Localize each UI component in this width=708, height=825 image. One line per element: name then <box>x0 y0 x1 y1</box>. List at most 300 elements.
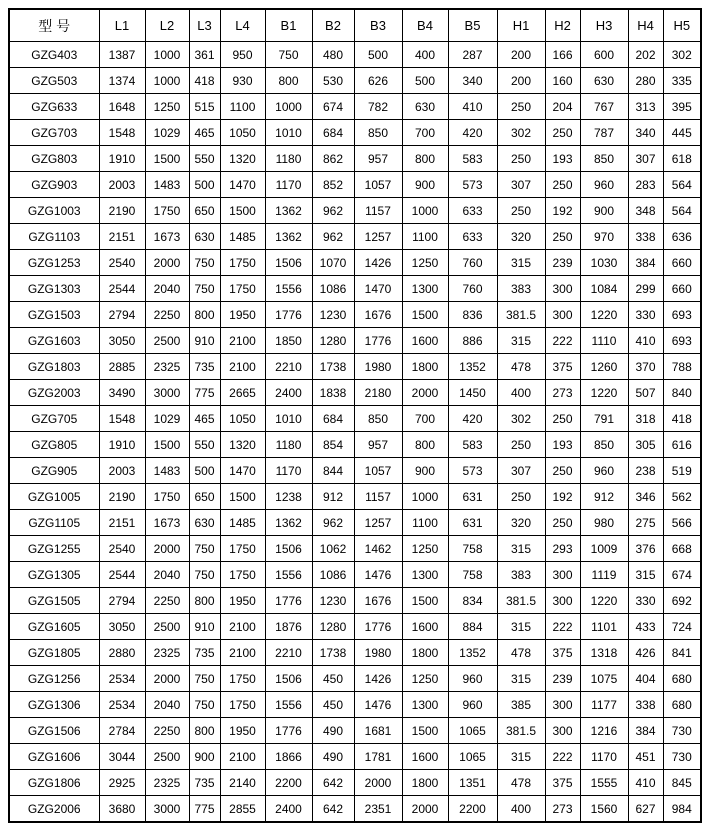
value-cell: 318 <box>628 406 663 432</box>
table-row <box>9 94 701 120</box>
value-cell: 300 <box>545 588 580 614</box>
value-cell: 1980 <box>354 354 402 380</box>
value-cell: 1050 <box>220 406 265 432</box>
value-cell: 1750 <box>220 536 265 562</box>
value-cell: 840 <box>663 380 701 406</box>
value-cell: 2880 <box>99 640 145 666</box>
value-cell: 418 <box>189 68 220 94</box>
value-cell: 1374 <box>99 68 145 94</box>
model-cell: GZG705 <box>9 406 99 432</box>
value-cell: 2534 <box>99 692 145 718</box>
value-cell: 2500 <box>145 744 189 770</box>
value-cell: 960 <box>580 172 628 198</box>
value-cell: 1220 <box>580 588 628 614</box>
value-cell: 693 <box>663 302 701 328</box>
value-cell: 1110 <box>580 328 628 354</box>
value-cell: 2855 <box>220 796 265 823</box>
value-cell: 315 <box>497 744 545 770</box>
value-cell: 1057 <box>354 458 402 484</box>
value-cell: 700 <box>402 120 448 146</box>
value-cell: 844 <box>312 458 354 484</box>
value-cell: 340 <box>628 120 663 146</box>
value-cell: 500 <box>354 42 402 68</box>
value-cell: 787 <box>580 120 628 146</box>
value-cell: 886 <box>448 328 497 354</box>
value-cell: 1866 <box>265 744 312 770</box>
value-cell: 550 <box>189 432 220 458</box>
model-cell: GZG1805 <box>9 640 99 666</box>
value-cell: 1180 <box>265 432 312 458</box>
value-cell: 642 <box>312 770 354 796</box>
value-cell: 1500 <box>145 432 189 458</box>
table-row <box>9 276 701 302</box>
model-cell: GZG1303 <box>9 276 99 302</box>
value-cell: 735 <box>189 354 220 380</box>
value-cell: 1250 <box>402 250 448 276</box>
value-cell: 2534 <box>99 666 145 692</box>
value-cell: 500 <box>402 68 448 94</box>
value-cell: 1170 <box>265 458 312 484</box>
value-cell: 618 <box>663 146 701 172</box>
value-cell: 1050 <box>220 120 265 146</box>
model-cell: GZG1803 <box>9 354 99 380</box>
value-cell: 962 <box>312 224 354 250</box>
value-cell: 1086 <box>312 276 354 302</box>
value-cell: 1180 <box>265 146 312 172</box>
value-cell: 275 <box>628 510 663 536</box>
value-cell: 315 <box>497 328 545 354</box>
value-cell: 1320 <box>220 146 265 172</box>
value-cell: 2200 <box>448 796 497 823</box>
value-cell: 2100 <box>220 614 265 640</box>
value-cell: 912 <box>312 484 354 510</box>
value-cell: 735 <box>189 770 220 796</box>
value-cell: 564 <box>663 198 701 224</box>
value-cell: 330 <box>628 588 663 614</box>
value-cell: 515 <box>189 94 220 120</box>
value-cell: 910 <box>189 328 220 354</box>
value-cell: 1776 <box>354 328 402 354</box>
table-row <box>9 588 701 614</box>
value-cell: 315 <box>628 562 663 588</box>
value-cell: 1776 <box>354 614 402 640</box>
value-cell: 775 <box>189 380 220 406</box>
value-cell: 1648 <box>99 94 145 120</box>
value-cell: 287 <box>448 42 497 68</box>
value-cell: 2000 <box>145 536 189 562</box>
value-cell: 283 <box>628 172 663 198</box>
table-row <box>9 302 701 328</box>
column-header: H5 <box>663 9 701 42</box>
value-cell: 2100 <box>220 640 265 666</box>
value-cell: 315 <box>497 614 545 640</box>
value-cell: 1170 <box>265 172 312 198</box>
value-cell: 750 <box>189 250 220 276</box>
value-cell: 490 <box>312 744 354 770</box>
value-cell: 573 <box>448 172 497 198</box>
value-cell: 2400 <box>265 796 312 823</box>
value-cell: 273 <box>545 380 580 406</box>
value-cell: 2003 <box>99 172 145 198</box>
value-cell: 674 <box>663 562 701 588</box>
value-cell: 2250 <box>145 718 189 744</box>
value-cell: 1057 <box>354 172 402 198</box>
value-cell: 1352 <box>448 640 497 666</box>
value-cell: 1450 <box>448 380 497 406</box>
value-cell: 1673 <box>145 510 189 536</box>
value-cell: 1500 <box>220 484 265 510</box>
value-cell: 2665 <box>220 380 265 406</box>
value-cell: 758 <box>448 536 497 562</box>
value-cell: 1157 <box>354 484 402 510</box>
value-cell: 767 <box>580 94 628 120</box>
value-cell: 1776 <box>265 718 312 744</box>
value-cell: 1100 <box>402 510 448 536</box>
value-cell: 1238 <box>265 484 312 510</box>
value-cell: 3000 <box>145 796 189 823</box>
value-cell: 1950 <box>220 588 265 614</box>
column-header: B1 <box>265 9 312 42</box>
value-cell: 1776 <box>265 588 312 614</box>
value-cell: 2544 <box>99 276 145 302</box>
value-cell: 250 <box>497 198 545 224</box>
value-cell: 960 <box>448 666 497 692</box>
value-cell: 630 <box>189 510 220 536</box>
table-row <box>9 198 701 224</box>
value-cell: 852 <box>312 172 354 198</box>
value-cell: 384 <box>628 250 663 276</box>
value-cell: 3490 <box>99 380 145 406</box>
value-cell: 2040 <box>145 276 189 302</box>
model-cell: GZG1603 <box>9 328 99 354</box>
value-cell: 2000 <box>402 796 448 823</box>
table-row <box>9 250 701 276</box>
value-cell: 1738 <box>312 640 354 666</box>
value-cell: 3050 <box>99 614 145 640</box>
value-cell: 1750 <box>145 484 189 510</box>
model-cell: GZG1306 <box>9 692 99 718</box>
value-cell: 573 <box>448 458 497 484</box>
value-cell: 1070 <box>312 250 354 276</box>
column-header: L1 <box>99 9 145 42</box>
value-cell: 500 <box>189 458 220 484</box>
value-cell: 250 <box>545 458 580 484</box>
value-cell: 1300 <box>402 562 448 588</box>
value-cell: 2885 <box>99 354 145 380</box>
value-cell: 383 <box>497 562 545 588</box>
value-cell: 315 <box>497 536 545 562</box>
value-cell: 630 <box>189 224 220 250</box>
value-cell: 299 <box>628 276 663 302</box>
value-cell: 2000 <box>402 380 448 406</box>
value-cell: 631 <box>448 484 497 510</box>
value-cell: 239 <box>545 666 580 692</box>
value-cell: 1676 <box>354 588 402 614</box>
value-cell: 1500 <box>402 302 448 328</box>
value-cell: 1910 <box>99 146 145 172</box>
value-cell: 1257 <box>354 510 402 536</box>
value-cell: 375 <box>545 640 580 666</box>
value-cell: 854 <box>312 432 354 458</box>
value-cell: 2250 <box>145 588 189 614</box>
value-cell: 750 <box>189 692 220 718</box>
value-cell: 1462 <box>354 536 402 562</box>
value-cell: 222 <box>545 328 580 354</box>
value-cell: 1500 <box>402 588 448 614</box>
model-cell: GZG1003 <box>9 198 99 224</box>
value-cell: 1485 <box>220 224 265 250</box>
table-head <box>9 9 701 42</box>
value-cell: 680 <box>663 692 701 718</box>
value-cell: 884 <box>448 614 497 640</box>
value-cell: 668 <box>663 536 701 562</box>
value-cell: 1800 <box>402 770 448 796</box>
value-cell: 1220 <box>580 380 628 406</box>
model-cell: GZG633 <box>9 94 99 120</box>
value-cell: 1673 <box>145 224 189 250</box>
value-cell: 293 <box>545 536 580 562</box>
value-cell: 480 <box>312 42 354 68</box>
value-cell: 507 <box>628 380 663 406</box>
value-cell: 302 <box>497 120 545 146</box>
table-row <box>9 692 701 718</box>
value-cell: 222 <box>545 744 580 770</box>
model-cell: GZG2003 <box>9 380 99 406</box>
value-cell: 2540 <box>99 536 145 562</box>
value-cell: 300 <box>545 692 580 718</box>
value-cell: 250 <box>545 120 580 146</box>
value-cell: 451 <box>628 744 663 770</box>
value-cell: 1387 <box>99 42 145 68</box>
value-cell: 1084 <box>580 276 628 302</box>
value-cell: 320 <box>497 224 545 250</box>
value-cell: 1000 <box>402 198 448 224</box>
value-cell: 1170 <box>580 744 628 770</box>
table-row <box>9 796 701 823</box>
value-cell: 1260 <box>580 354 628 380</box>
value-cell: 1220 <box>580 302 628 328</box>
model-cell: GZG1105 <box>9 510 99 536</box>
table-row <box>9 614 701 640</box>
value-cell: 1556 <box>265 562 312 588</box>
value-cell: 1548 <box>99 406 145 432</box>
value-cell: 1362 <box>265 198 312 224</box>
table-row <box>9 328 701 354</box>
model-cell: GZG1305 <box>9 562 99 588</box>
value-cell: 1000 <box>145 68 189 94</box>
value-cell: 1000 <box>402 484 448 510</box>
table-row <box>9 42 701 68</box>
value-cell: 800 <box>189 302 220 328</box>
value-cell: 850 <box>580 146 628 172</box>
value-cell: 340 <box>448 68 497 94</box>
value-cell: 478 <box>497 640 545 666</box>
value-cell: 2210 <box>265 640 312 666</box>
value-cell: 400 <box>497 796 545 823</box>
value-cell: 583 <box>448 432 497 458</box>
model-cell: GZG1256 <box>9 666 99 692</box>
value-cell: 800 <box>402 432 448 458</box>
value-cell: 850 <box>354 406 402 432</box>
value-cell: 1776 <box>265 302 312 328</box>
value-cell: 1100 <box>402 224 448 250</box>
value-cell: 400 <box>402 42 448 68</box>
value-cell: 910 <box>189 614 220 640</box>
table-row <box>9 146 701 172</box>
value-cell: 782 <box>354 94 402 120</box>
column-header: L4 <box>220 9 265 42</box>
value-cell: 307 <box>628 146 663 172</box>
value-cell: 1600 <box>402 328 448 354</box>
value-cell: 361 <box>189 42 220 68</box>
value-cell: 300 <box>545 302 580 328</box>
value-cell: 1426 <box>354 666 402 692</box>
value-cell: 1216 <box>580 718 628 744</box>
value-cell: 970 <box>580 224 628 250</box>
value-cell: 2190 <box>99 198 145 224</box>
value-cell: 2040 <box>145 562 189 588</box>
value-cell: 630 <box>580 68 628 94</box>
table-row <box>9 224 701 250</box>
value-cell: 1506 <box>265 250 312 276</box>
value-cell: 1506 <box>265 666 312 692</box>
column-header: B2 <box>312 9 354 42</box>
value-cell: 564 <box>663 172 701 198</box>
value-cell: 2250 <box>145 302 189 328</box>
value-cell: 445 <box>663 120 701 146</box>
value-cell: 724 <box>663 614 701 640</box>
value-cell: 2325 <box>145 640 189 666</box>
value-cell: 1318 <box>580 640 628 666</box>
value-cell: 250 <box>497 432 545 458</box>
value-cell: 3050 <box>99 328 145 354</box>
value-cell: 900 <box>402 172 448 198</box>
value-cell: 307 <box>497 458 545 484</box>
value-cell: 478 <box>497 770 545 796</box>
value-cell: 250 <box>497 94 545 120</box>
value-cell: 3000 <box>145 380 189 406</box>
value-cell: 1029 <box>145 120 189 146</box>
value-cell: 1009 <box>580 536 628 562</box>
value-cell: 200 <box>497 42 545 68</box>
value-cell: 1062 <box>312 536 354 562</box>
value-cell: 1177 <box>580 692 628 718</box>
value-cell: 2100 <box>220 328 265 354</box>
value-cell: 420 <box>448 406 497 432</box>
model-cell: GZG903 <box>9 172 99 198</box>
model-cell: GZG1103 <box>9 224 99 250</box>
value-cell: 1010 <box>265 406 312 432</box>
value-cell: 1500 <box>402 718 448 744</box>
value-cell: 900 <box>580 198 628 224</box>
value-cell: 1029 <box>145 406 189 432</box>
model-cell: GZG403 <box>9 42 99 68</box>
column-header: L3 <box>189 9 220 42</box>
value-cell: 1838 <box>312 380 354 406</box>
value-cell: 2540 <box>99 250 145 276</box>
value-cell: 1426 <box>354 250 402 276</box>
value-cell: 862 <box>312 146 354 172</box>
value-cell: 1476 <box>354 692 402 718</box>
value-cell: 3680 <box>99 796 145 823</box>
value-cell: 250 <box>497 484 545 510</box>
value-cell: 650 <box>189 484 220 510</box>
table-row <box>9 770 701 796</box>
value-cell: 960 <box>448 692 497 718</box>
value-cell: 395 <box>663 94 701 120</box>
value-cell: 616 <box>663 432 701 458</box>
column-header: H4 <box>628 9 663 42</box>
value-cell: 384 <box>628 718 663 744</box>
value-cell: 2325 <box>145 354 189 380</box>
table-row <box>9 510 701 536</box>
value-cell: 1506 <box>265 536 312 562</box>
table-row <box>9 406 701 432</box>
value-cell: 583 <box>448 146 497 172</box>
value-cell: 250 <box>545 510 580 536</box>
value-cell: 2003 <box>99 458 145 484</box>
value-cell: 420 <box>448 120 497 146</box>
value-cell: 1250 <box>402 536 448 562</box>
value-cell: 1750 <box>145 198 189 224</box>
value-cell: 222 <box>545 614 580 640</box>
value-cell: 300 <box>545 276 580 302</box>
value-cell: 433 <box>628 614 663 640</box>
value-cell: 674 <box>312 94 354 120</box>
value-cell: 950 <box>220 42 265 68</box>
value-cell: 250 <box>497 146 545 172</box>
value-cell: 1781 <box>354 744 402 770</box>
value-cell: 1065 <box>448 718 497 744</box>
value-cell: 2100 <box>220 744 265 770</box>
value-cell: 1010 <box>265 120 312 146</box>
value-cell: 2000 <box>145 666 189 692</box>
value-cell: 450 <box>312 692 354 718</box>
value-cell: 1750 <box>220 692 265 718</box>
table-row <box>9 562 701 588</box>
model-column-header: 型 号 <box>9 9 99 42</box>
model-cell: GZG1005 <box>9 484 99 510</box>
column-header: L2 <box>145 9 189 42</box>
value-cell: 2200 <box>265 770 312 796</box>
value-cell: 692 <box>663 588 701 614</box>
value-cell: 1800 <box>402 354 448 380</box>
value-cell: 2794 <box>99 302 145 328</box>
column-header: H3 <box>580 9 628 42</box>
value-cell: 850 <box>580 432 628 458</box>
value-cell: 1556 <box>265 692 312 718</box>
value-cell: 2000 <box>354 770 402 796</box>
value-cell: 800 <box>189 718 220 744</box>
value-cell: 550 <box>189 146 220 172</box>
value-cell: 730 <box>663 744 701 770</box>
value-cell: 750 <box>189 536 220 562</box>
value-cell: 566 <box>663 510 701 536</box>
value-cell: 1476 <box>354 562 402 588</box>
value-cell: 693 <box>663 328 701 354</box>
model-cell: GZG803 <box>9 146 99 172</box>
table-body <box>9 42 701 823</box>
value-cell: 320 <box>497 510 545 536</box>
value-cell: 300 <box>545 718 580 744</box>
value-cell: 239 <box>545 250 580 276</box>
gzg-dimension-table <box>8 8 702 823</box>
value-cell: 1800 <box>402 640 448 666</box>
table-row <box>9 380 701 406</box>
value-cell: 338 <box>628 224 663 250</box>
value-cell: 1556 <box>265 276 312 302</box>
value-cell: 1250 <box>402 666 448 692</box>
